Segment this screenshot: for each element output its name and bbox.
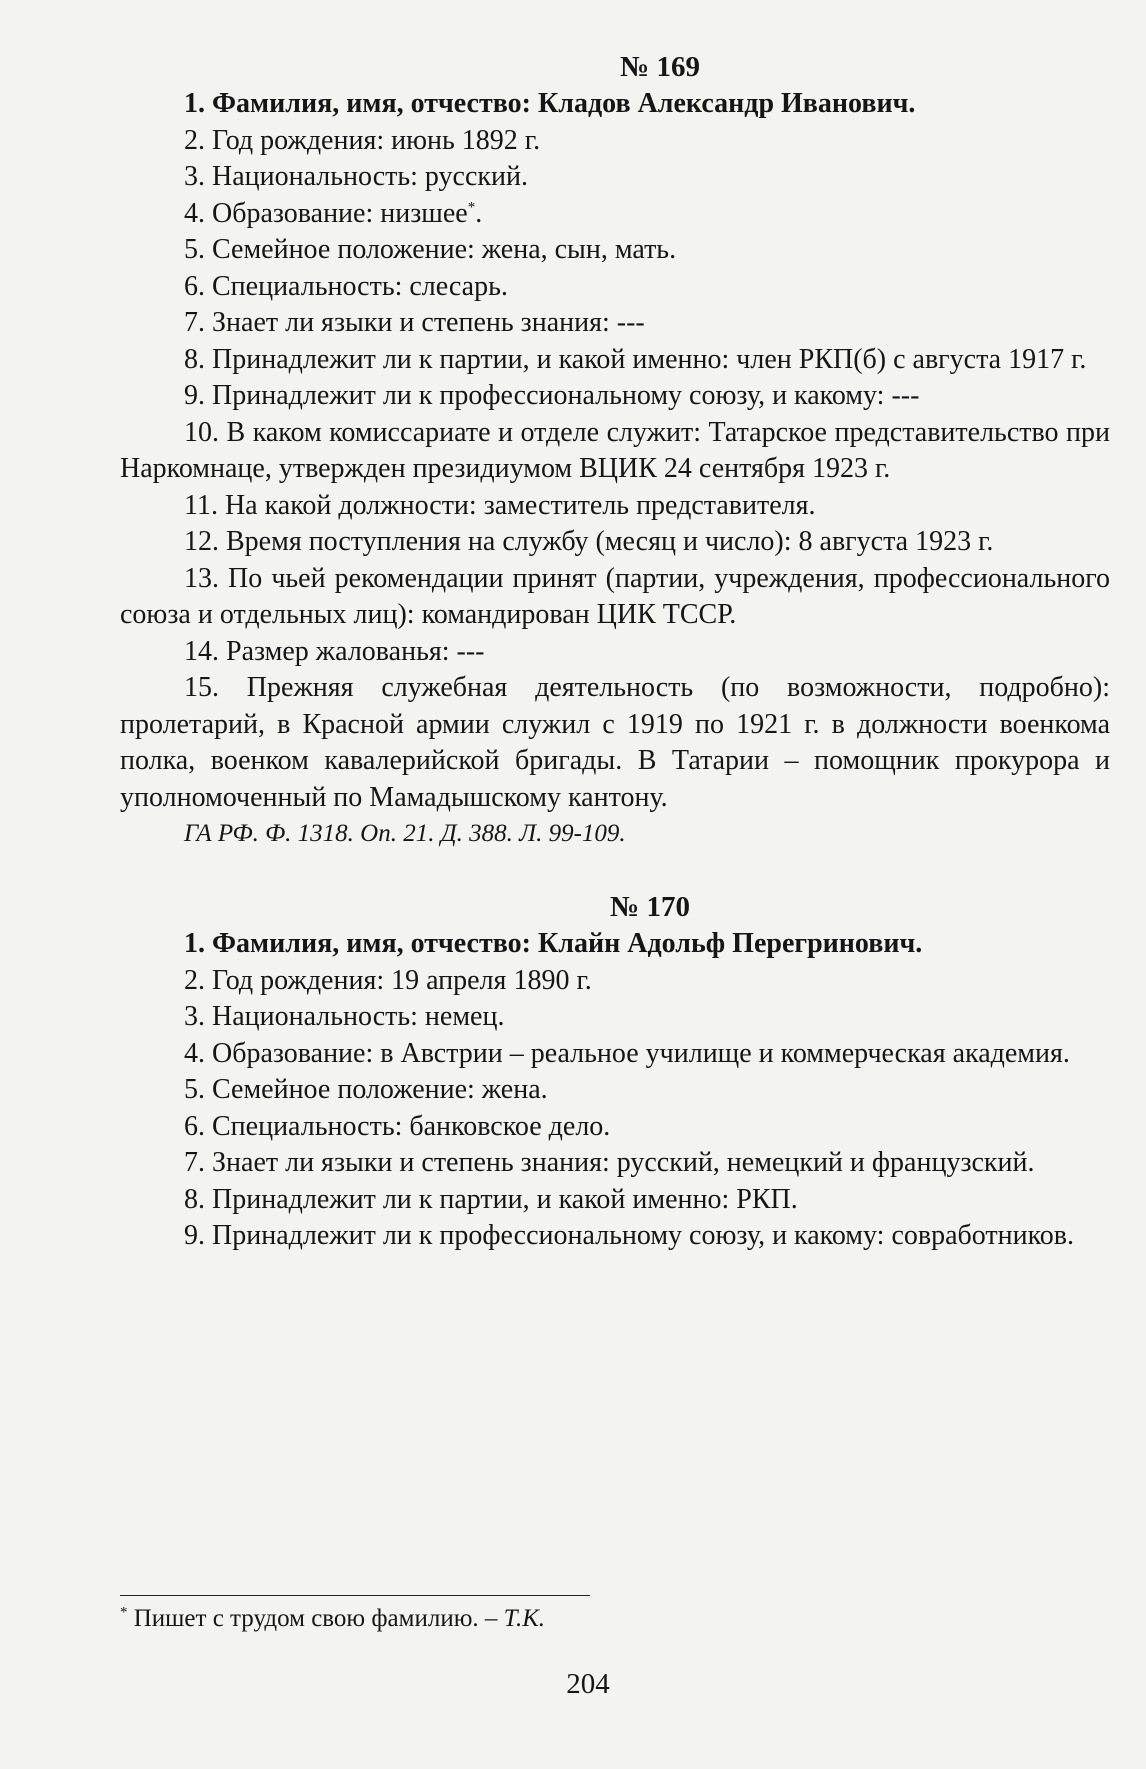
field-position: 11. На какой должности: заместитель представителя. [184,489,816,521]
field-full-name: 1. Фамилия, имя, отчество: Кладов Александр Иванович. [184,88,916,119]
field-commissariat: 10. В каком комиссариате и отделе служит: Татарское представительство при Наркомнаце, утвержден президиумом ВЦИК 24 сентября 1923 г. [120,416,1110,484]
footnote-divider [120,1595,590,1596]
field-birth-year: 2. Год рождения: июнь 1892 г. [184,124,541,156]
field-family-status: 5. Семейное положение: жена, сын, мать. [184,234,677,265]
field-party: 8. Принадлежит ли к партии, и какой именно: РКП. [184,1183,798,1215]
footnote-mark: * [120,1604,128,1621]
footnote [120,1602,545,1636]
footnote-text: Пишет с трудом свою фамилию. – [127,1605,504,1632]
record-number: № 169 [620,51,700,83]
footnote-author: Т.К. [503,1605,546,1632]
field-education: 4. Образование: в Австрии – реальное училище и коммерческая академия. [184,1037,1070,1069]
field-nationality: 3. Национальность: русский. [184,161,528,192]
field-specialty: 6. Специальность: слесарь. [184,270,508,302]
field-salary: 14. Размер жалованья: --- [184,635,485,667]
record-170 [120,888,1110,1255]
field-education-end: . [475,197,483,229]
page-number: 204 [566,1668,610,1700]
field-family-status: 5. Семейное положение: жена. [184,1074,548,1105]
field-trade-union: 9. Принадлежит ли к профессиональному союзу, и какому: --- [184,380,920,411]
field-nationality: 3. Национальность: немец. [184,1001,505,1032]
record-number: № 170 [610,891,690,923]
field-trade-union: 9. Принадлежит ли к профессиональному союзу, и какому: совработников. [184,1220,1074,1251]
field-languages: 7. Знает ли языки и степень знания: --- [184,307,645,338]
field-education-text: 4. Образование: низшее [184,197,468,229]
field-birth-year: 2. Год рождения: 19 апреля 1890 г. [184,964,592,996]
field-start-date: 12. Время поступления на службу (месяц и число): 8 августа 1923 г. [184,526,994,557]
record-169 [120,48,1110,852]
field-languages: 7. Знает ли языки и степень знания: русский, немецкий и французский. [184,1147,1035,1178]
footnote-mark: * [467,199,476,216]
archive-source: ГА РФ. Ф. 1318. Оп. 21. Д. 388. Л. 99-109. [184,820,626,847]
field-previous-work: 15. Прежняя служебная деятельность (по возможности, подробно): пролетарий, в Красной армии служил с 1919 по 1921 г. в должности военкома полка, военком кавалерийской бригады. В Татарии – помощник прокурора и уполномоченный по Мамадышскому кантону. [120,672,1110,813]
field-education [120,196,1110,233]
field-specialty: 6. Специальность: банковское дело. [184,1110,611,1142]
field-recommendation: 13. По чьей рекомендации принят (партии, учреждения, профессионального союза и отдельных лиц): командирован ЦИК ТССР. [120,562,1110,630]
field-party: 8. Принадлежит ли к партии, и какой именно: член РКП(б) с августа 1917 г. [184,343,1087,375]
field-full-name: 1. Фамилия, имя, отчество: Клайн Адольф Перегринович. [184,928,923,959]
main-text [120,48,1110,1255]
